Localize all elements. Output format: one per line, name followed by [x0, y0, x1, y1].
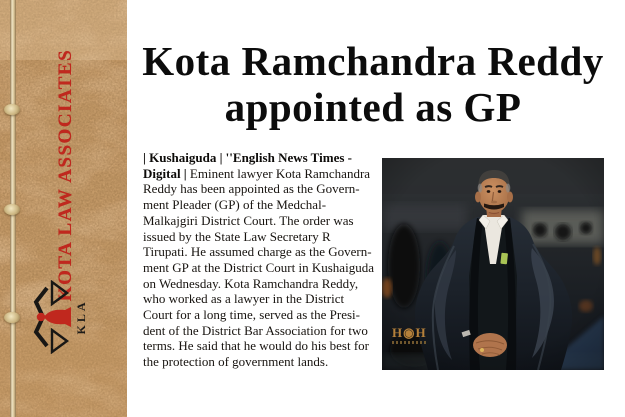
watermark-subtext [392, 341, 428, 344]
body-line: dent of the District Bar Association for two [143, 322, 368, 338]
kla-logo [29, 280, 91, 354]
body-line: who worked as a lawyer in the District [143, 291, 345, 307]
body-line: ment GP at the District Court in Kushaiguda [143, 259, 374, 275]
stitch-knot [4, 104, 20, 115]
watermark-text: H◉H [392, 325, 427, 340]
article-area [127, 0, 625, 417]
brand-sidebar [0, 0, 127, 417]
body-line: Digital | Eminent lawyer Kota Ramchandra [143, 165, 371, 181]
body-line: issued by the State Law Secretary R [143, 228, 331, 244]
body-line: Court for a long time, served as the Presi- [143, 307, 360, 323]
stitch-knot [4, 204, 20, 215]
lawyer-photo [382, 158, 604, 370]
photographer-watermark [392, 326, 428, 344]
body-line: Tirupati. He assumed charge as the Govern- [143, 244, 372, 260]
body-line: | Kushaiguda | ''English News Times - [143, 150, 352, 165]
brand-name: KOTA LAW ASSOCIATES [55, 48, 76, 302]
body-line: Malkajgiri District Court. The order was [143, 212, 354, 228]
article-body [143, 150, 374, 370]
body-line: terms. He said that he would do his best for [143, 338, 370, 354]
headline-line2: appointed as GP [224, 84, 522, 130]
logo-acronym: KLA [74, 299, 88, 335]
body-line: Reddy has been appointed as the Govern- [143, 181, 360, 197]
headline-line1: Kota Ramchandra Reddy [142, 38, 604, 84]
body-line: ment Pleader (GP) of the Medchal- [143, 197, 327, 213]
stitch-knot [4, 312, 20, 323]
headline [127, 38, 619, 130]
body-line: the protection of government lands. [143, 354, 329, 370]
body-line: on Wednesday. Kota Ramchandra Reddy, [143, 275, 359, 291]
